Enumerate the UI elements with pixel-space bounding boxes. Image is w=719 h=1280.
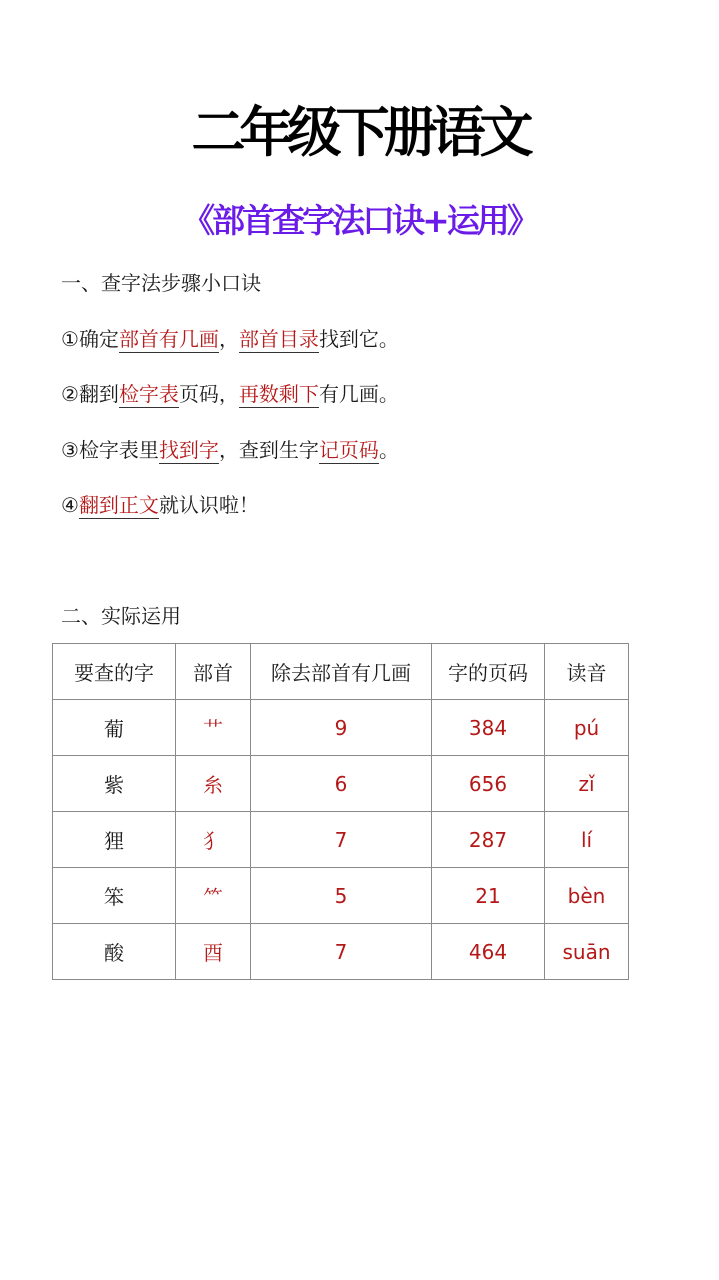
column-header: 要查的字 <box>53 644 176 700</box>
cell-pinyin: suān <box>545 924 629 980</box>
cell-character: 狸 <box>53 812 176 868</box>
step-2 <box>61 379 399 409</box>
cell-character: 酸 <box>53 924 176 980</box>
cell-stroke-count: 9 <box>251 700 432 756</box>
step-marker: ② <box>61 382 79 406</box>
table-row <box>53 868 629 924</box>
step-marker: ① <box>61 327 79 351</box>
cell-character: 紫 <box>53 756 176 812</box>
cell-pinyin: zǐ <box>545 756 629 812</box>
section-heading-steps: 一、查字法步骤小口诀 <box>61 271 261 295</box>
cell-character: 笨 <box>53 868 176 924</box>
cell-page-number: 384 <box>432 700 545 756</box>
step-highlight: 检字表 <box>118 382 179 406</box>
step-marker: ③ <box>61 438 79 462</box>
cell-pinyin: pú <box>545 700 629 756</box>
table-header-row <box>53 644 629 700</box>
step-highlight: 记页码 <box>318 438 379 462</box>
step-text: 页码， <box>178 382 239 406</box>
cell-stroke-count: 5 <box>251 868 432 924</box>
step-text: 翻到 <box>78 382 119 406</box>
cell-page-number: 287 <box>432 812 545 868</box>
step-text: ， <box>218 327 239 351</box>
cell-radical: 酉 <box>176 924 251 980</box>
cell-stroke-count: 6 <box>251 756 432 812</box>
column-header: 除去部首有几画 <box>251 644 432 700</box>
step-highlight: 找到字 <box>158 438 219 462</box>
step-3 <box>61 435 399 465</box>
cell-radical: ⺮ <box>176 868 251 924</box>
step-highlight: 再数剩下 <box>238 382 319 406</box>
cell-page-number: 464 <box>432 924 545 980</box>
cell-radical: 糸 <box>176 756 251 812</box>
table-row <box>53 924 629 980</box>
cell-page-number: 21 <box>432 868 545 924</box>
cell-radical: 艹 <box>176 700 251 756</box>
table-row <box>53 756 629 812</box>
column-header: 字的页码 <box>432 644 545 700</box>
step-highlight: 翻到正文 <box>78 493 159 517</box>
page-title: 二年级下册语文 <box>191 101 528 164</box>
step-text: 找到它。 <box>318 327 399 351</box>
cell-stroke-count: 7 <box>251 812 432 868</box>
step-highlight: 部首有几画 <box>118 327 219 351</box>
step-text: 确定 <box>78 327 119 351</box>
column-header: 部首 <box>176 644 251 700</box>
step-text: 就认识啦！ <box>158 493 259 517</box>
lookup-table <box>52 643 629 980</box>
table-row <box>53 700 629 756</box>
table-row <box>53 812 629 868</box>
cell-pinyin: lí <box>545 812 629 868</box>
step-1 <box>61 324 399 354</box>
cell-page-number: 656 <box>432 756 545 812</box>
step-text: 检字表里 <box>78 438 159 462</box>
cell-radical: 犭 <box>176 812 251 868</box>
cell-character: 葡 <box>53 700 176 756</box>
section-heading-usage: 二、实际运用 <box>61 604 181 628</box>
step-highlight: 部首目录 <box>238 327 319 351</box>
step-text: 。 <box>378 438 399 462</box>
step-text: 有几画。 <box>318 382 399 406</box>
cell-stroke-count: 7 <box>251 924 432 980</box>
column-header: 读音 <box>545 644 629 700</box>
step-text: ，查到生字 <box>218 438 319 462</box>
step-4 <box>61 490 259 520</box>
cell-pinyin: bèn <box>545 868 629 924</box>
page-subtitle: 《部首查字法口诀+运用》 <box>182 201 537 240</box>
step-marker: ④ <box>61 493 79 517</box>
